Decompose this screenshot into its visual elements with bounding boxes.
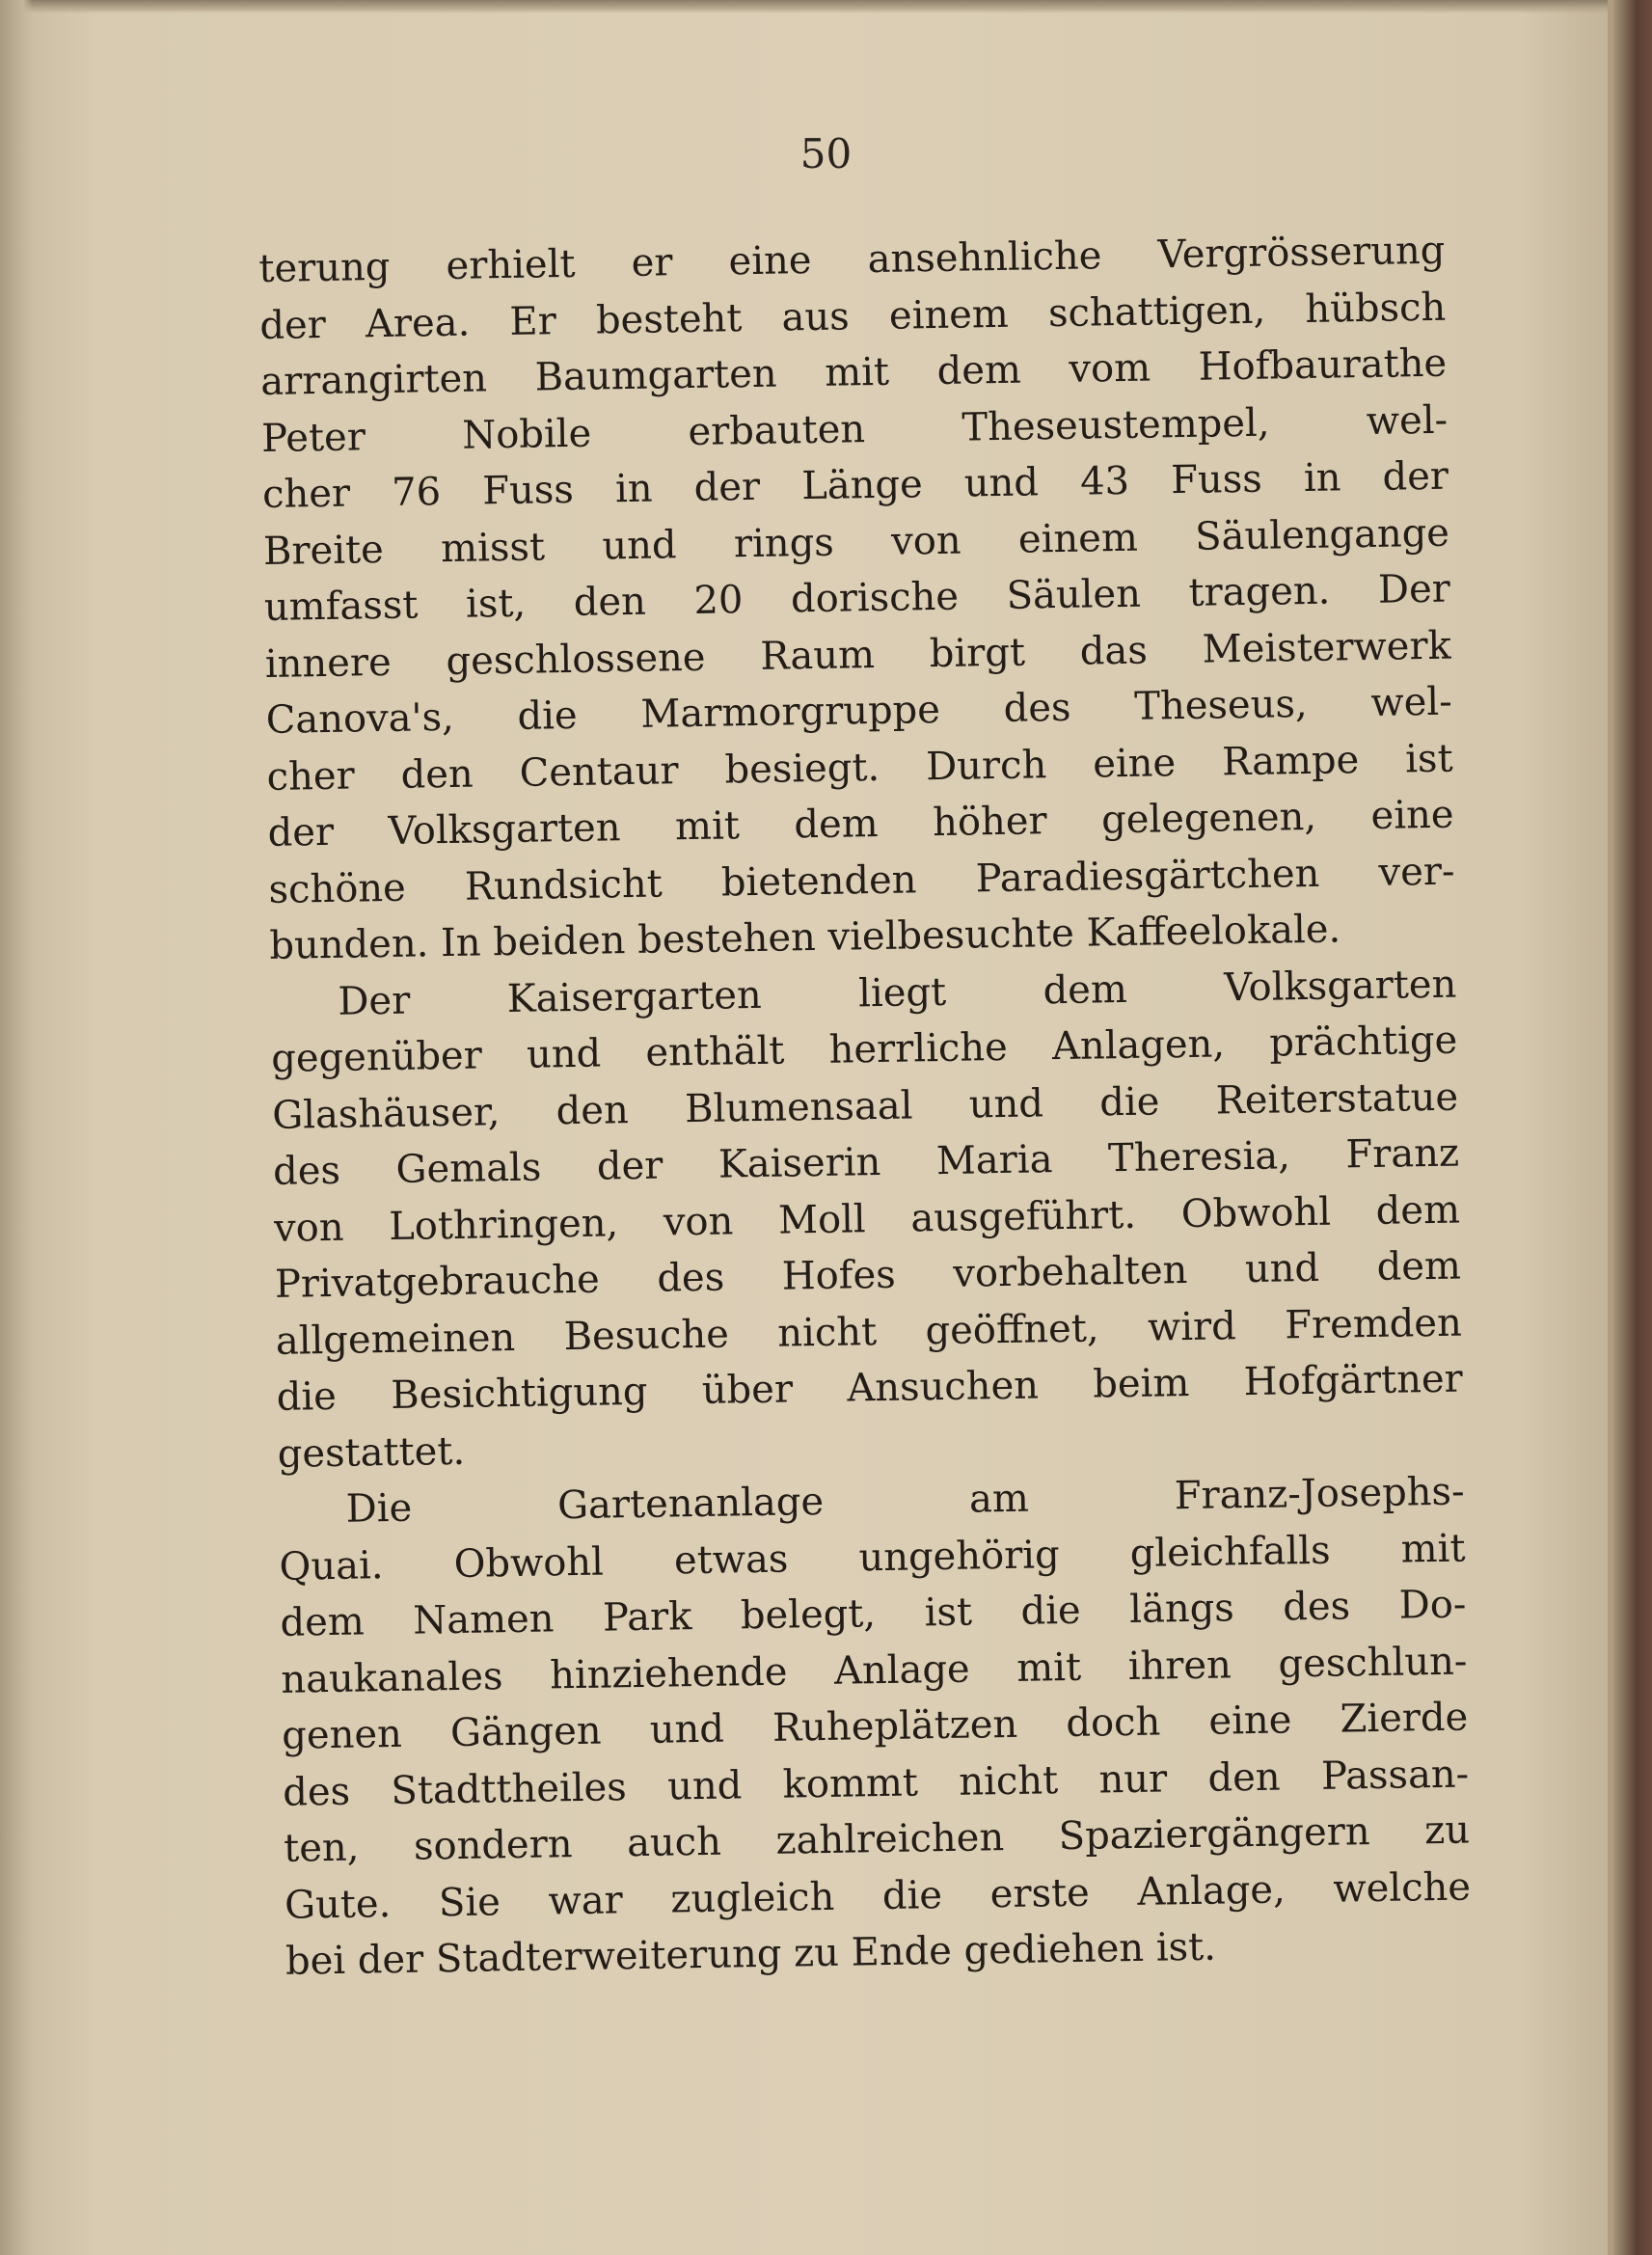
text-line: genen Gängen und Ruheplätzen doch eine Zierde: [281, 1695, 1469, 1758]
text-line: bei der Stadterweiterung zu Ende gediehen ist.: [284, 1924, 1217, 1984]
text-line: des Gemals der Kaiserin Maria Theresia, Franz: [272, 1130, 1460, 1194]
text-line: bunden. In beiden bestehen vielbesuchte Kaffeelokale.: [269, 907, 1341, 968]
text-line: Canova's, die Marmorgruppe des Theseus, wel-: [265, 679, 1453, 743]
text-line: Glashäuser, den Blumensaal und die Reiterstatue: [271, 1074, 1459, 1138]
text-line: gestattet.: [277, 1428, 466, 1477]
body-text: [258, 223, 1472, 1991]
text-line: arrangirten Baumgarten mit dem vom Hofbaurathe: [259, 340, 1448, 404]
page-top-edge: [0, 0, 1652, 14]
page-left-edge: [0, 0, 33, 2255]
text-line: terung erhielt er eine ansehnliche Vergrösserung: [258, 228, 1446, 291]
text-line: naukanales hinziehende Anlage mit ihren geschlun-: [281, 1638, 1468, 1702]
text-line: Die Gartenanlage am Franz-Josephs-: [345, 1469, 1465, 1532]
text-line: dem Namen Park belegt, ist die längs des Do-: [280, 1582, 1467, 1645]
text-line: Gute. Sie war zugleich die erste Anlage, welche: [284, 1863, 1472, 1928]
text-line: umfasst ist, den 20 dorische Säulen tragen. Der: [263, 566, 1451, 630]
text-line: cher 76 Fuss in der Länge und 43 Fuss in der: [261, 453, 1449, 517]
text-line: Privatgebrauche des Hofes vorbehalten und dem: [274, 1243, 1462, 1307]
text-line: innere geschlossene Raum birgt das Meisterwerk: [264, 623, 1452, 687]
text-line: gegenüber und enthält herrliche Anlagen, prächtige: [270, 1018, 1458, 1081]
text-line: cher den Centaur besiegt. Durch eine Rampe ist: [266, 736, 1453, 800]
text-line: von Lothringen, von Moll ausgeführt. Obwohl dem: [273, 1187, 1461, 1251]
text-line: des Stadttheiles und kommt nicht nur den Passan-: [282, 1751, 1470, 1815]
book-spine: [1613, 0, 1652, 2255]
text-line: allgemeinen Besuche nicht geöffnet, wird Fremden: [275, 1300, 1463, 1364]
text-line: Peter Nobile erbauten Theseustempel, wel-: [260, 397, 1449, 461]
text-line: Der Kaisergarten liegt dem Volksgarten: [338, 962, 1457, 1024]
text-line: der Volksgarten mit dem höher gelegenen, eine: [267, 792, 1454, 856]
text-line: der Area. Er besteht aus einem schattigen, hübsch: [259, 285, 1447, 348]
text-line: die Besichtigung über Ansuchen beim Hofgärtner: [276, 1356, 1464, 1420]
text-line: Quai. Obwohl etwas ungehörig gleichfalls mit: [279, 1526, 1466, 1589]
page-number: 50: [799, 130, 853, 177]
text-line: Breite misst und rings von einem Säulengange: [262, 510, 1450, 574]
text-line: schöne Rundsicht bietenden Paradiesgärtchen ver-: [268, 849, 1455, 912]
text-line: ten, sondern auch zahlreichen Spaziergängern zu: [283, 1807, 1471, 1871]
